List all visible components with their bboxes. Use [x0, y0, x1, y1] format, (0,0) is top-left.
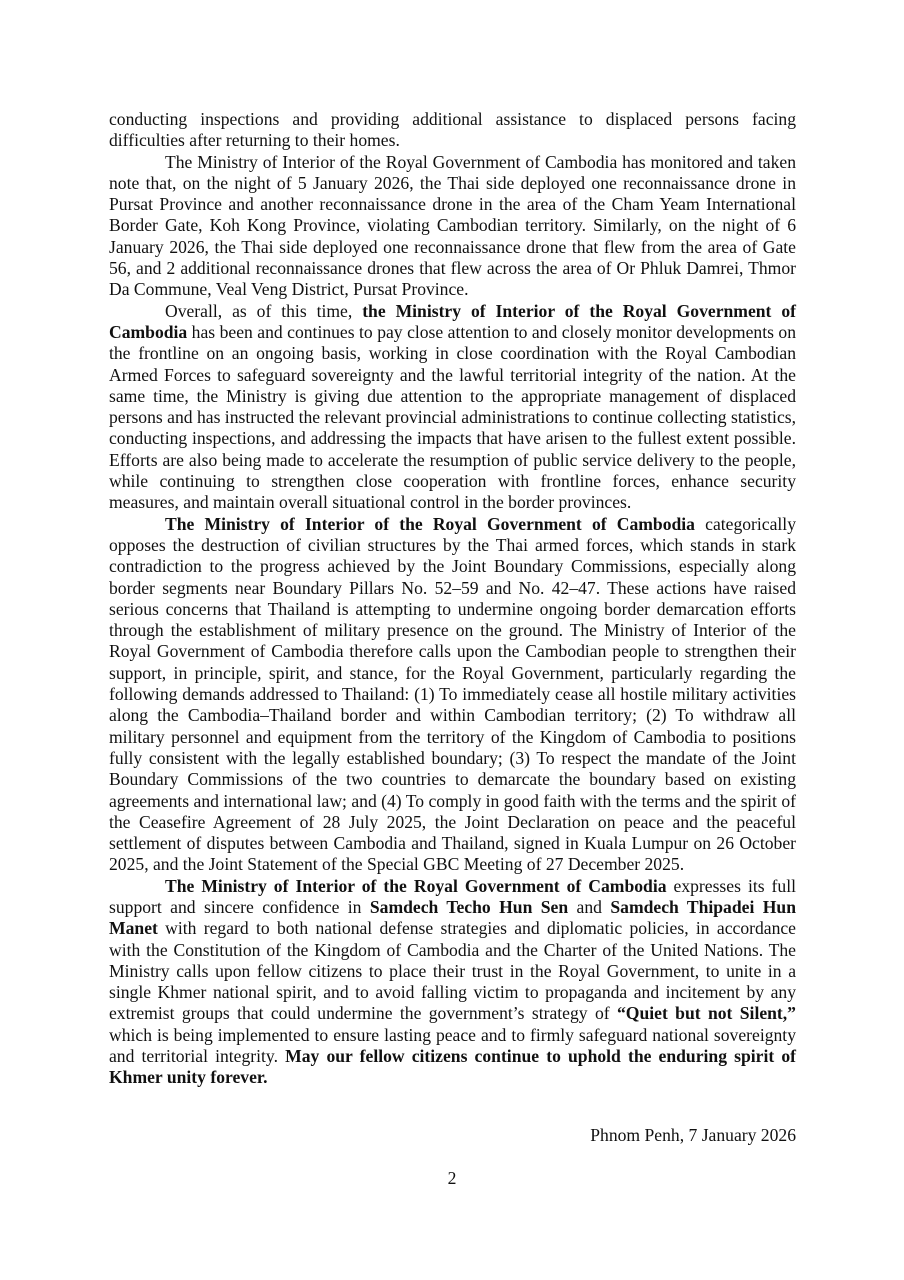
text-run: conducting inspections and providing additional assistance to displaced persons facing difficulties after returning to their homes.: [109, 109, 796, 151]
paragraph: [109, 152, 796, 301]
paragraph: [109, 109, 796, 152]
paragraph: [109, 301, 796, 514]
bold-text-run: the Ministry of Interior of the Royal Government of Cambodia: [109, 300, 796, 342]
paragraph: [109, 876, 796, 1089]
text-run: has been and continues to pay close attention to and closely monitor developments on the frontline on an ongoing basis, working in close coordination with the Royal Cambodian Armed Forces to safeguard sovereignty and the lawful territorial integrity of the nation. At the same time, the Ministry is giving due attention to the appropriate management of displaced persons and has instructed the relevant provincial administrations to continue collecting statistics, conducting inspections, and addressing the impacts that have arisen to the fullest extent possible. Efforts are also being made to accelerate the resumption of public service delivery to the people, while continuing to strengthen close cooperation with frontline forces, enhance security measures, and maintain overall situational control in the border provinces.: [109, 321, 796, 513]
text-run: which is being implemented to ensure lasting peace and to firmly safeguard national sovereignty and territorial integrity.: [109, 1024, 796, 1067]
bold-text-run: The Ministry of Interior of the Royal Government of Cambodia: [165, 513, 695, 534]
bold-text-run: The Ministry of Interior of the Royal Government of Cambodia: [165, 875, 667, 896]
text-run: Overall, as of this time,: [165, 300, 363, 321]
document-body: [109, 109, 796, 1146]
text-run: with regard to both national defense strategies and diplomatic policies, in accordance with the Constitution of the Kingdom of Cambodia and the Charter of the United Nations. The Ministry calls upon fellow citizens to place their trust in the Royal Government, to unite in a single Khmer national spirit, and to avoid falling victim to propaganda and incitement by any extremist groups that could undermine the government’s strategy of: [109, 918, 796, 1024]
bold-text-run: Samdech Thipadei Hun Manet: [109, 896, 796, 939]
bold-text-run: May our fellow citizens continue to uphold the enduring spirit of Khmer unity forever.: [109, 1046, 796, 1088]
dateline: Phnom Penh, 7 January 2026: [590, 1124, 796, 1145]
bold-text-run: Samdech Techo Hun Sen: [369, 896, 569, 917]
paragraph: [109, 514, 796, 876]
text-run: The Ministry of Interior of the Royal Government of Cambodia has monitored and taken note that, on the night of 5 January 2026, the Thai side deployed one reconnaissance drone in Pursat Province and another reconnaissance drone in the area of the Cham Yeam International Border Gate, Koh Kong Province, violating Cambodian territory. Similarly, on the night of 6 January 2026, the Thai side deployed one reconnaissance drone that flew from the area of Gate 56, and 2 additional reconnaissance drones that flew across the area of Or Phluk Damrei, Thmor Da Commune, Veal Veng District, Pursat Province.: [109, 151, 796, 300]
bold-text-run: “Quiet but not Silent,”: [616, 1003, 796, 1024]
text-run: and: [568, 896, 611, 917]
text-run: expresses its full support and sincere confidence in: [109, 875, 796, 917]
text-run: categorically opposes the destruction of civilian structures by the Thai armed forces, which stands in stark contradiction to the progress achieved by the Joint Boundary Commissions, especially along border segments near Boundary Pillars No. 52–59 and No. 42–47. These actions have raised serious concerns that Thailand is attempting to undermine ongoing border demarcation efforts through the establishment of military presence on the ground. The Ministry of Interior of the Royal Government of Cambodia therefore calls upon the Cambodian people to strengthen their support, in principle, spirit, and stance, for the Royal Government, particularly regarding the following demands addressed to Thailand: (1) To immediately cease all hostile military activities along the Cambodia–Thailand border and within Cambodian territory; (2) To withdraw all military personnel and equipment from the territory of the Kingdom of Cambodia to positions fully consistent with the legally established boundary; (3) To respect the mandate of the Joint Boundary Commissions of the two countries to demarcate the boundary based on existing agreements and international law; and (4) To comply in good faith with the terms and the spirit of the Ceasefire Agreement of 28 July 2025, the Joint Declaration on peace and the peaceful settlement of disputes between Cambodia and Thailand, signed in Kuala Lumpur on 26 October 2025, and the Joint Statement of the Special GBC Meeting of 27 December 2025.: [109, 513, 796, 875]
page-number: 2: [447, 1168, 457, 1188]
